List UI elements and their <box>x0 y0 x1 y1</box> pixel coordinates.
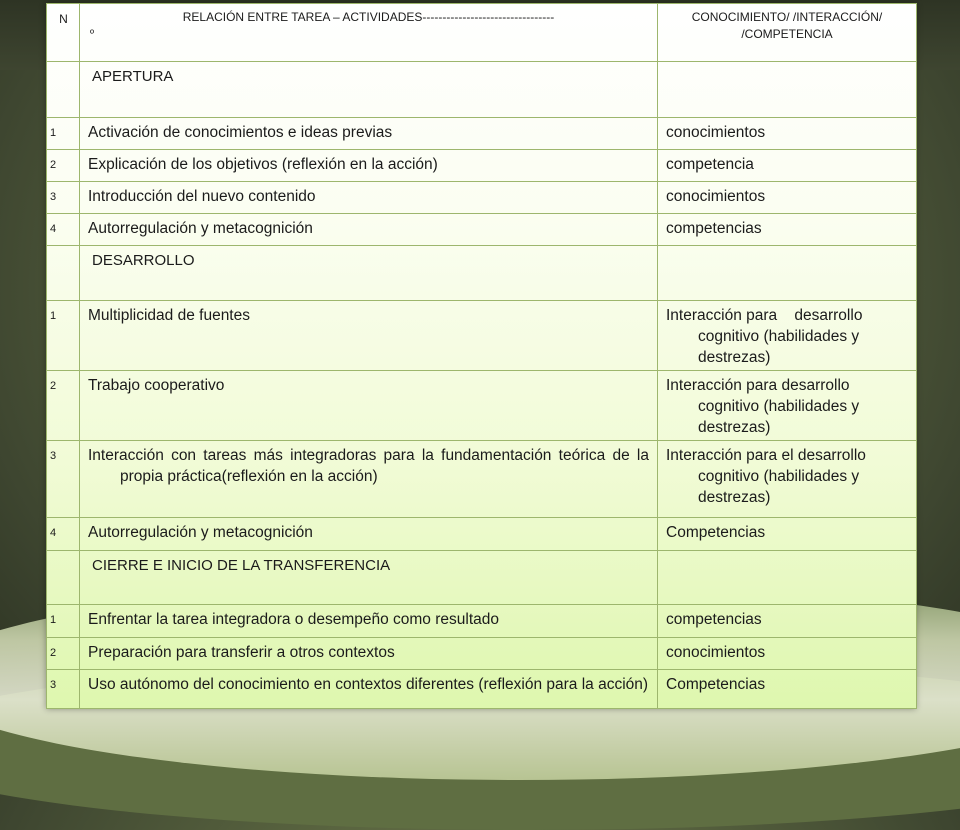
row-type: conocimientos <box>658 118 917 150</box>
row-type-text: Interacción para desarrollo cognitivo (habilidades y destrezas) <box>666 377 860 436</box>
row-number: 1 <box>47 118 80 150</box>
row-type <box>658 301 917 371</box>
row-task: Multiplicidad de fuentes <box>80 301 658 371</box>
row-type <box>658 371 917 441</box>
row-type: Competencias <box>658 670 917 709</box>
table-row <box>47 670 917 709</box>
row-type: conocimientos <box>658 638 917 670</box>
header-type-label: CONOCIMIENTO/ /INTERACCIÓN/ /COMPETENCIA <box>691 10 883 41</box>
table-row <box>47 182 917 214</box>
header-row <box>47 4 917 62</box>
row-type: competencias <box>658 214 917 246</box>
row-type: competencias <box>658 605 917 638</box>
row-task: Autorregulación y metacognición <box>80 518 658 551</box>
table-row <box>47 301 917 371</box>
row-number: 2 <box>47 371 80 441</box>
row-number: 3 <box>47 441 80 518</box>
table-row <box>47 150 917 182</box>
row-number: 2 <box>47 638 80 670</box>
table-row <box>47 118 917 150</box>
section-type-cell <box>658 62 917 118</box>
row-task <box>80 670 658 709</box>
row-task: Activación de conocimientos e ideas previas <box>80 118 658 150</box>
row-task: Autorregulación y metacognición <box>80 214 658 246</box>
section-number-cell <box>47 551 80 605</box>
section-row-cierre <box>47 551 917 605</box>
row-number: 3 <box>47 670 80 709</box>
header-number-label: N <box>59 12 68 26</box>
row-task: Trabajo cooperativo <box>80 371 658 441</box>
header-type-cell <box>658 4 917 62</box>
row-number: 4 <box>47 518 80 551</box>
row-task <box>80 441 658 518</box>
row-number: 1 <box>47 605 80 638</box>
table-row <box>47 605 917 638</box>
row-type: conocimientos <box>658 182 917 214</box>
row-type-text: Interacción para desarrollo cognitivo (habilidades y destrezas) <box>666 307 867 366</box>
header-number-cell <box>47 4 80 62</box>
row-task: Explicación de los objetivos (reflexión en la acción) <box>80 150 658 182</box>
section-title: APERTURA <box>80 62 658 118</box>
table-row <box>47 214 917 246</box>
section-number-cell <box>47 246 80 301</box>
table-row <box>47 371 917 441</box>
row-task-text: Uso autónomo del conocimiento en contextos diferentes (reflexión para la acción) <box>88 676 649 693</box>
activities-table-panel <box>46 3 916 709</box>
table-row <box>47 518 917 551</box>
row-number: 3 <box>47 182 80 214</box>
section-type-cell <box>658 246 917 301</box>
row-task-text: Interacción con tareas más integradoras para la fundamentación teórica de la propia práctica(reflexión en la acción) <box>88 447 649 485</box>
row-number: 2 <box>47 150 80 182</box>
header-task-cell <box>80 4 658 62</box>
row-type: Competencias <box>658 518 917 551</box>
row-type: competencia <box>658 150 917 182</box>
row-number: 1 <box>47 301 80 371</box>
row-number: 4 <box>47 214 80 246</box>
table-row <box>47 441 917 518</box>
row-type-text: Interacción para el desarrollo cognitivo (habilidades y destrezas) <box>666 447 866 506</box>
section-row-apertura <box>47 62 917 118</box>
row-type <box>658 441 917 518</box>
row-task: Introducción del nuevo contenido <box>80 182 658 214</box>
section-type-cell <box>658 551 917 605</box>
table-row <box>47 638 917 670</box>
activities-table <box>46 3 917 709</box>
header-task-label: RELACIÓN ENTRE TAREA – ACTIVIDADES--------------------------------- <box>182 10 555 24</box>
section-number-cell <box>47 62 80 118</box>
row-task: Enfrentar la tarea integradora o desempeño como resultado <box>80 605 658 638</box>
section-row-desarrollo <box>47 246 917 301</box>
row-task: Preparación para transferir a otros contextos <box>80 638 658 670</box>
section-title: CIERRE E INICIO DE LA TRANSFERENCIA <box>80 551 658 605</box>
header-number-suffix: º <box>90 28 95 40</box>
section-title: DESARROLLO <box>80 246 658 301</box>
